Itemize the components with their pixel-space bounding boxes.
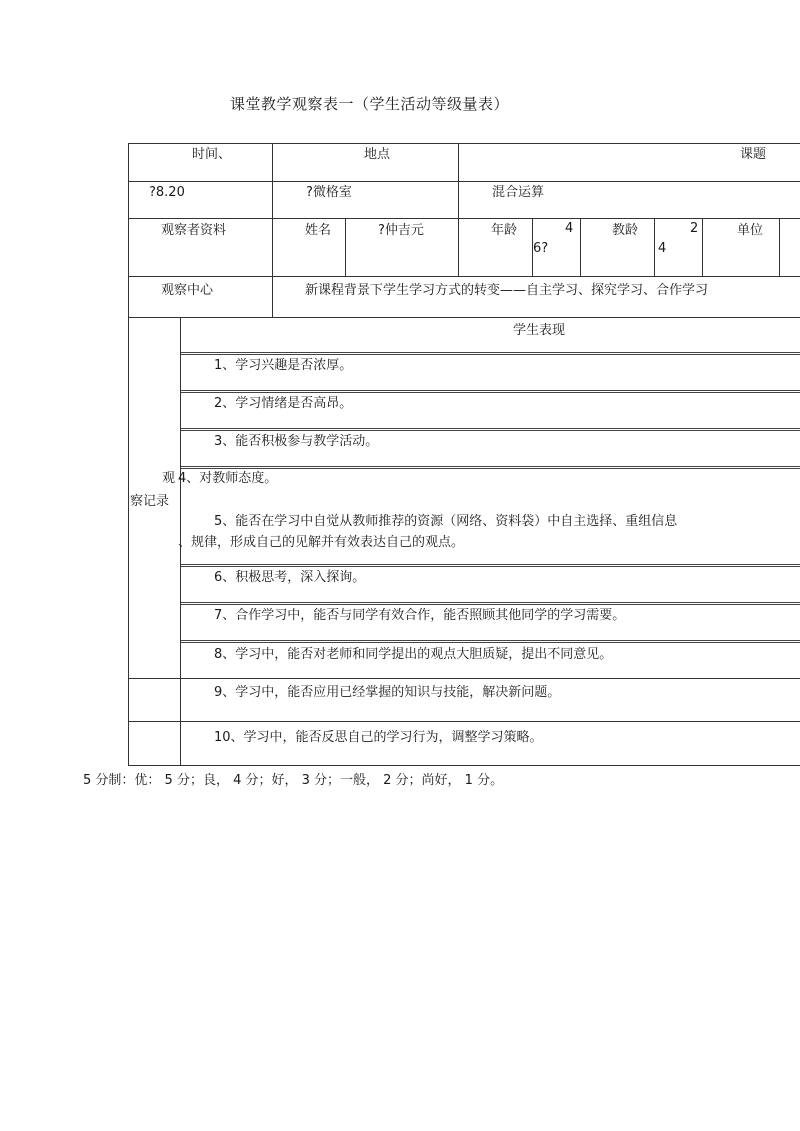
list-item: 2、学习情绪是否高昂。 <box>214 396 353 411</box>
table-rule <box>180 428 800 431</box>
list-item: 3、能否积极参与教学活动。 <box>214 434 379 449</box>
table-rule <box>779 218 780 276</box>
table-rule <box>128 181 800 182</box>
table-rule <box>180 564 800 567</box>
table-rule <box>180 640 800 643</box>
table-rule <box>128 143 800 144</box>
list-item: 8、学习中，能否对老师和同学提出的观点大胆质疑，提出不同意见。 <box>214 647 613 662</box>
teaching-years-label: 教龄 <box>612 223 639 238</box>
record-label-rest: 察记录 <box>130 494 170 509</box>
table-rule <box>654 218 655 276</box>
table-rule <box>702 218 703 276</box>
focus-value: 新课程背景下学生学习方式的转变——自主学习、探究学习、合作学习 <box>305 283 709 298</box>
list-item: 9、学习中，能否应用已经掌握的知识与技能，解决新问题。 <box>214 685 561 700</box>
age-value-part1: 4 <box>565 221 574 236</box>
list-item-continuation: 、规律，形成自己的见解并有效表达自己的观点。 <box>178 535 465 550</box>
page-title: 课堂教学观察表一（学生活动等级量表） <box>230 95 510 113</box>
time-value: ?8.20 <box>149 185 185 200</box>
table-rule <box>128 276 800 277</box>
place-value: ?微格室 <box>306 185 352 200</box>
table-rule <box>345 218 346 276</box>
age-label: 年龄 <box>491 223 518 238</box>
record-section-title: 学生表现 <box>513 323 566 338</box>
record-label-first: 观 <box>162 471 176 486</box>
table-rule <box>272 143 273 317</box>
topic-label: 课题 <box>740 147 767 162</box>
focus-label: 观察中心 <box>161 283 214 298</box>
table-rule <box>128 678 800 679</box>
list-item: 1、学习兴趣是否浓厚。 <box>214 358 353 373</box>
name-value: ?仲吉元 <box>378 223 424 238</box>
list-item: 4、对教师态度。 <box>178 471 278 486</box>
observer-label: 观察者资料 <box>161 223 227 238</box>
table-rule <box>128 765 800 766</box>
table-rule <box>180 352 800 355</box>
scoring-footnote: 5 分制：优： 5 分；良， 4 分；好， 3 分；一般， 2 分；尚好， 1 分。 <box>83 773 504 788</box>
teaching-years-part2: 4 <box>658 241 667 256</box>
teaching-years-part1: 2 <box>690 221 699 236</box>
table-rule <box>128 721 800 722</box>
age-value-part2: 6? <box>533 241 549 256</box>
list-item: 7、合作学习中，能否与同学有效合作，能否照顾其他同学的学习需要。 <box>214 608 626 623</box>
time-label: 时间、 <box>192 147 232 162</box>
table-rule <box>180 466 800 469</box>
table-rule <box>180 602 800 605</box>
list-item: 6、积极思考，深入探询。 <box>214 570 366 585</box>
table-rule <box>128 317 800 318</box>
list-item: 10、学习中，能否反思自己的学习行为，调整学习策略。 <box>214 730 543 745</box>
name-label: 姓名 <box>305 223 332 238</box>
list-item: 5、能否在学习中自觉从教师推荐的资源（网络、资料袋）中自主选择、重组信息 <box>214 514 678 529</box>
table-rule <box>128 143 129 765</box>
topic-value: 混合运算 <box>492 185 545 200</box>
unit-label: 单位 <box>737 223 764 238</box>
table-rule <box>180 390 800 393</box>
place-label: 地点 <box>364 147 391 162</box>
table-rule <box>458 143 459 276</box>
table-rule <box>580 218 581 276</box>
table-rule <box>128 218 800 219</box>
